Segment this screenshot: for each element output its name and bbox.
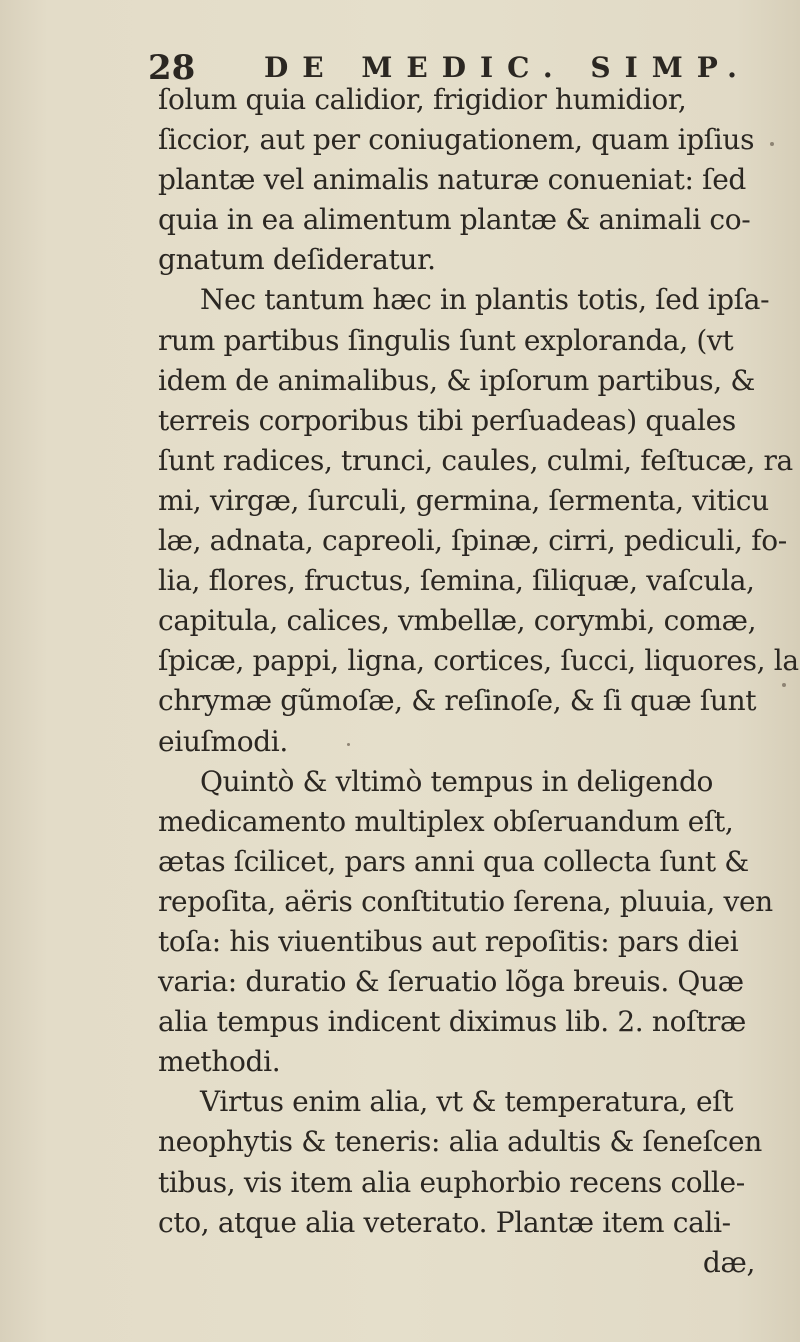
text-line: medicamento multiplex obſeruandum eſt,	[158, 804, 734, 838]
catchword: dæ,	[702, 1245, 755, 1279]
paragraph-start: Quintò & vltimò tempus in deligendo	[200, 764, 714, 798]
running-title: DE MEDIC. SIMP.	[264, 51, 751, 84]
text-line: ſunt radices, trunci, caules, culmi, feſtucæ, ra	[158, 443, 793, 477]
text-line: ſolum quia calidior, frigidior humidior,	[158, 83, 687, 116]
text-line: alia tempus indicent diximus lib. 2. noſtræ	[158, 1005, 746, 1039]
text-line: tibus, vis item alia euphorbio recens colle-	[158, 1165, 745, 1199]
body-text	[158, 80, 799, 1283]
text-line: rum partibus ſingulis ſunt exploranda, (vt	[158, 323, 734, 357]
text-line: neophytis & teneris: alia adultis & ſeneſcen	[158, 1125, 762, 1159]
text-line: terreis corporibus tibi perſuadeas) quales	[158, 403, 736, 437]
text-line: repoſita, aëris conſtitutio ſerena, pluuia, ven	[158, 884, 773, 918]
text-line: idem de animalibus, & ipſorum partibus, &	[158, 363, 755, 397]
paper-speck	[770, 142, 774, 146]
text-line: eiuſmodi.	[158, 724, 288, 758]
text-line: chrymæ gũmoſæ, & reſinoſe, & ſi quæ ſunt	[158, 684, 757, 718]
paragraph-start: Nec tantum hæc in plantis totis, ſed ipſa-	[200, 283, 770, 317]
text-line: quia in ea alimentum plantæ & animali co-	[158, 203, 751, 237]
text-line: capitula, calices, vmbellæ, corymbi, comæ,	[158, 604, 757, 638]
text-line: toſa: his viuentibus aut repoſitis: pars diei	[158, 924, 739, 958]
text-line: ſiccior, aut per coniugationem, quam ipſius	[158, 123, 755, 157]
text-line: plantæ vel animalis naturæ conueniat: ſed	[158, 163, 746, 197]
text-line: læ, adnata, capreoli, ſpinæ, cirri, pediculi, fo-	[158, 524, 787, 558]
paragraph-start: Virtus enim alia, vt & temperatura, eſt	[200, 1085, 734, 1119]
text-line: methodi.	[158, 1045, 281, 1079]
paper-speck	[782, 683, 786, 687]
text-line: ætas ſcilicet, pars anni qua collecta ſunt &	[158, 844, 749, 878]
text-line: gnatum deſideratur.	[158, 243, 436, 277]
text-line: varia: duratio & ſeruatio lõga breuis. Quæ	[158, 965, 744, 999]
text-line: ſpicæ, pappi, ligna, cortices, ſucci, liquores, la	[158, 644, 799, 678]
paper-speck	[347, 743, 350, 746]
page-number: 28	[148, 48, 196, 88]
text-line: lia, flores, fructus, ſemina, ſiliquæ, vaſcula,	[158, 564, 755, 598]
text-line: cto, atque alia veterato. Plantæ item cali-	[158, 1205, 731, 1239]
text-line: mi, virgæ, ſurculi, germina, ſermenta, viticu	[158, 483, 769, 517]
